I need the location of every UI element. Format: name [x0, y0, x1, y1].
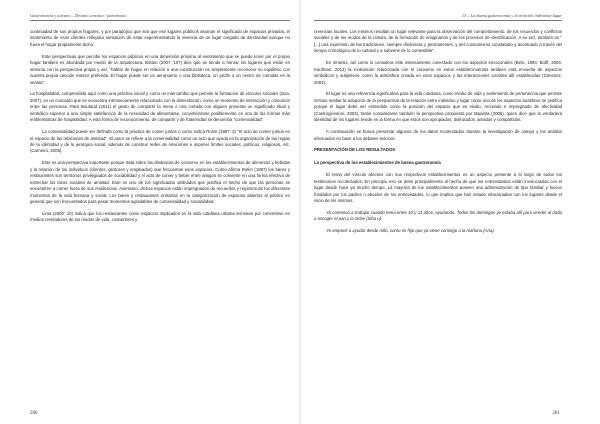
paragraph: Este es una perspectiva importante porque trata sobre las dinámicas de consumo en los establecimientos de alimentos y bebidas y la relación de los individuos (clientes, gestores y empleados) que frecuentan esos espacios. Como afirma Rolim (1997) los bares y restaurantes son territorios privilegiados de sociabilidad y el acto de comer y beber entre amigos se convierte en una forma efectiva de estrechar los lazos sociales de amistad. Este es uno de los significados atribuidos que justifica el hecho de que las personas se encuentren a comer fuera de sus residencias. Asimismo, dichos espacios están impregnados de recuerdos y registros de los diferentes momentos de la vida humana y social. Los bares y restaurantes entrarían en la categorización de espacios abiertos al público en general que son frecuentados para pasar momentos agradables de comensalidad y sociabilidad.	[30, 160, 290, 204]
running-header: 13 – La buena gastronomía y la relación individuo-lugar	[461, 13, 562, 18]
paragraph: El lugar es una referencia significativa para la vida cotidiana, como medio de vida y sentimiento de pertenencia que permite incluso mediar la adopción de la perspectiva de la relación entre individuo y lugar como uno de los aspectos analíticos se justifica porque el lugar debe ser entendido como la posición del espacio que es vivido, recreado e impregnado de afectividad (Castrogiovanni, 2003). Debe considerarse también la perspectiva propuesta por Bapiista (2006), quien dice que la verdadera identidad de los lugares reside en la forma en que éstos son apropiados, disfrutados, amados y compartidos.	[314, 91, 562, 123]
paragraph: En síntesis, así como lo considera este intensamente conectado con los aspectos emocionales (Belo, 1994; Botff, 2004; Kaufman, 2012) la motivación relacionada con el consumo en estos establecimientos también está envuelta de aspectos simbólicos y subjetivos, como la atmósfera creada en esos espacios y las interacciones sociales allí establecidas (Gimenez, 2004).	[314, 60, 562, 85]
section-heading: La perspectiva de los establecimientos de buena gastronomía	[314, 159, 441, 165]
page-number: 280	[30, 411, 38, 416]
paragraph: A continuación se busca presentar algunos de los datos recolectados durante la investigación de campo y los análisis efectuados en base a los debates teóricos.	[314, 129, 562, 141]
paragraph: El tema del vínculo afectivo con sus respectivos establecimientos es un aspecto presente a lo largo de todos los testimonios recolectados. En principio eso se debe principalmente al hecho de que los entrevistados están involucrados con el lugar desde hace ya mucho tiempo. La mayoría de los establecimientos poseen una administración de tipo familiar y fueron fundados por los padres o abuelos de los entrevistados, lo que implica que han estado relacionados con los lugares desde el inicio de los mismos.	[314, 172, 562, 204]
body-text	[314, 29, 562, 234]
interview-quote: Yo empecé a ayudar desde niño, como mi hijo que ya viene conmigo a la mañana (Ana).	[326, 227, 495, 233]
running-header: Gastronomía y turismo – Destino cercano / patrimonio	[30, 13, 127, 18]
header-rule	[314, 20, 562, 21]
section-heading: PRESENTACIÓN DE LOS RESULTADOS	[314, 147, 396, 153]
paragraph: Lima (2000: 10) indica que los restaurantes como espacios implicados en la vida cotidiana urbana terminan por convertirse en medios reveladores de los modos de vida, costumbres y	[30, 210, 290, 223]
right-page	[300, 0, 600, 424]
header-rule	[30, 20, 290, 21]
paragraph: continuidad de sus propios hogares, y por paradójico que sea que ese lugares públicos asuman el significado de espacios privados, el sentimiento de esos clientes reflejaría sensación de estar experimentando la vivencia de un lugar cargado de afectividad aunque no fuera el hogar propiamente dicho.	[30, 29, 290, 47]
page-number: 281	[552, 411, 560, 416]
paragraph: Este perspectivas que percibe los espacios públicos en una dimensión próxima al sentimiento que se puede tener por el propio hogar también es abordada por medio de la arquitectura. Botton (2007: 107) dice que se tiende a honrar los lugares que están en sintonía con la perspectiva propia y así, "hablar de hogar en relación a una construcción es simplemente reconocer su equilibrio con nuestra propia canción interior preferida. El hogar puede ser un aeropuerto o una biblioteca, un jardín o un centro de comidas en la ventas".	[30, 53, 290, 85]
paragraph: La hospitalidad, comprendida aquí como una práctica social y como un intercambio que permite la formación de vínculos sociales (Issa, 2007), es un concepto que se encuentra intrínsecamente relacionado con la alimentación, como un momento de interacción y comunión entre las personas. Para Boutaud (2011) el gesto de compartir la mesa o una comida con alguien presenta un significado ritual y simbólico superior a una simple satisfacción de la necesidad de alimentarse, convirtiéndose posiblemente en una de las formas más emblemáticas de hospitalidad. A esta forma de reconocimiento, de compartir y de fraternidad se denomina "comensalidad".	[30, 91, 290, 123]
interview-quote: Yo comencé a trabajar cuando tenía entre 10 y 11 años, ayudando. Todos los domingos yo estaba allí para vender al dado o escoger el pan y la siche (Siba u).	[314, 209, 562, 222]
paragraph: La comensalidad puede ser definida como la práctica de comer juntos o como indica Rolim (1997: 3) "el acto de comer juntos en el espacio de las relaciones de amistad". El autor se refiere a la comensalidad como un acto que ayuda en la organización de las reglas de la identidad y de la jerarquía social, además de construir redes de relaciones e imponer límites sociales, políticos, religiosos, etc. (Carneiro, 2005).	[30, 129, 290, 154]
body-text	[30, 29, 290, 224]
paragraph: creencias locales. Los mismos resultan un lugar relevante para la observación del comportamiento, de los recuerdos y conflictos sociales y de los modos de la cultura, de la formación de imaginarios y de los procesos de identificación. A su vez, también es "[...] una expresión de las tradiciones, siempre dinámicas y permanentes, y del consumismo constatado y acentuado a través del tiempo cronológico de lo cultural y a subvenir de lo comestible".	[314, 29, 562, 54]
